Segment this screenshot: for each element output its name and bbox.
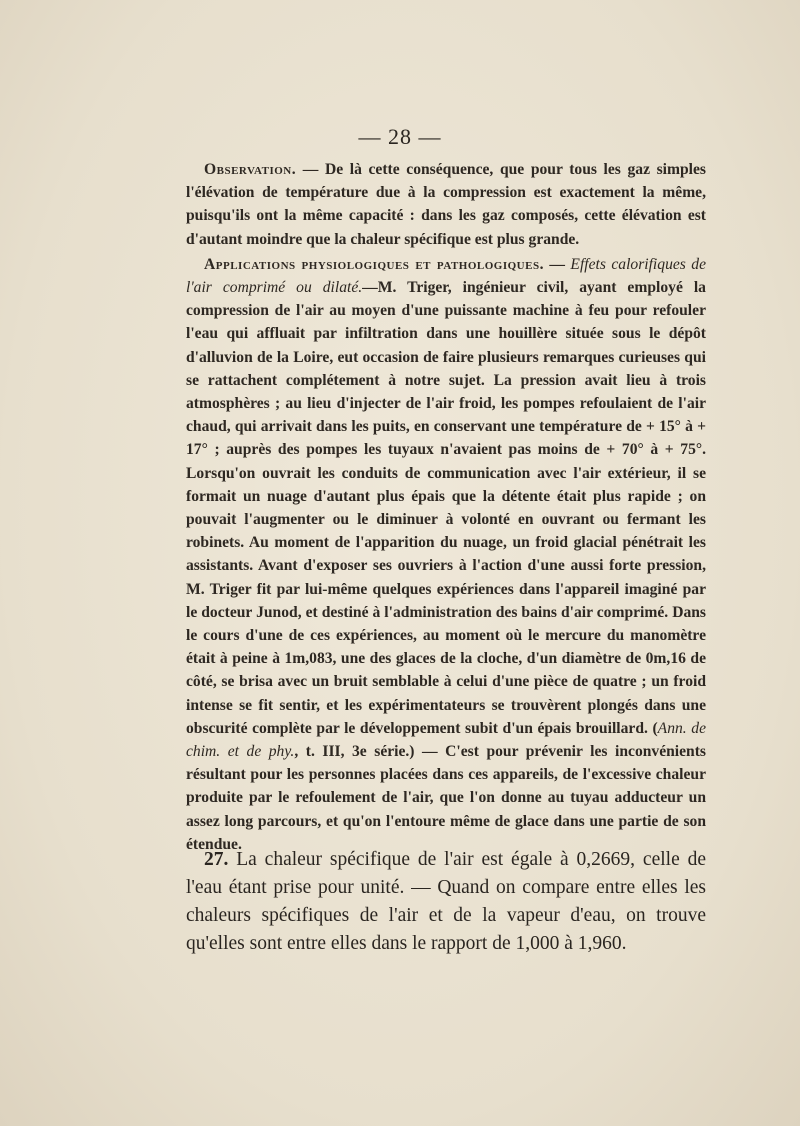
section-27-block xyxy=(186,846,706,958)
observation-text: — De là cette conséquence, que pour tous les gaz simples l'élévation de température due à la compression est exactement la même, puisqu'ils ont la même capacité : dans les gaz composés, cette élévation est d'autant moindre que la chaleur spécifique est plus grande. xyxy=(186,161,706,248)
small-print-block xyxy=(186,158,706,856)
applications-label: Applications physiologiques et pathologiques. xyxy=(204,255,544,273)
observation-paragraph xyxy=(186,158,706,251)
applications-paragraph xyxy=(186,253,706,856)
page-number: — 28 — xyxy=(358,124,442,149)
applications-text-2: , t. III, 3e série.) — C'est pour prévenir les inconvénients résultant pour les personnes placées dans ces appareils, de l'excessive chaleur produite par le refoulement de l'air, que l'on donne au tuyau adducteur un assez long parcours, et qu'on l'entoure même de glace dans une partie de son étendue. xyxy=(186,743,706,853)
citation: Ann. de chim. et de phy. xyxy=(186,719,706,761)
applications-text-1: —M. Triger, ingénieur civil, ayant employé la compression de l'air au moyen d'une puissante machine à feu pour refouler l'eau qui affluait par infiltration dans une houillère située sous le dépôt d'alluvion de la Loire, eut occasion de faire plusieurs remarques curieuses qui se rattachent complétement à notre sujet. La pression avait lieu à trois atmosphères ; au lieu d'injecter de l'air froid, les pompes refoulaient de l'air chaud, qui arrivait dans les puits, en conservant une température de + 15° à + 17° ; auprès des pompes les tuyaux n'avaient pas moins de + 70° à + 75°. Lorsqu'on ouvrait les conduits de communication avec l'air extérieur, il se formait un nuage d'autant plus épais que la détente était plus rapide ; on pouvait l'augmenter ou le diminuer à volonté en ouvrant ou fermant les robinets. Au moment de l'apparition du nuage, un froid glacial pénétrait les assistants. Avant d'exposer ses ouvriers à l'action d'une aussi forte pression, M. Triger fit par lui-même quelques expériences dans l'appareil imaginé par le docteur Junod, et destiné à l'administration des bains d'air comprimé. Dans le cours d'une de ces expériences, au moment où le mercure du manomètre était à peine à 1m,083, une des glaces de la cloche, d'un diamètre de 0m,16 de côté, se brisa avec un bruit semblable à celui d'une pièce de quatre ; un froid intense se fit sentir, et les expérimentateurs se trouvèrent plongés dans une obscurité complète par le développement subit d'un épais brouillard. ( xyxy=(186,279,706,737)
section-number: 27. xyxy=(204,849,229,870)
applications-italic-title: Effets calorifiques de l'air comprimé ou dilaté. xyxy=(186,255,706,297)
section-27-paragraph xyxy=(186,846,706,958)
applications-dash: — xyxy=(543,255,571,273)
section-27-text: La chaleur spécifique de l'air est égale à 0,2669, celle de l'eau étant prise pour unité. — Quand on compare entre elles les chaleurs spécifiques de l'air et de la vapeur d'eau, on trouve qu'elles sont entre elles dans le rapport de 1,000 à 1,960. xyxy=(186,849,706,954)
observation-label: Observation. xyxy=(204,161,297,178)
